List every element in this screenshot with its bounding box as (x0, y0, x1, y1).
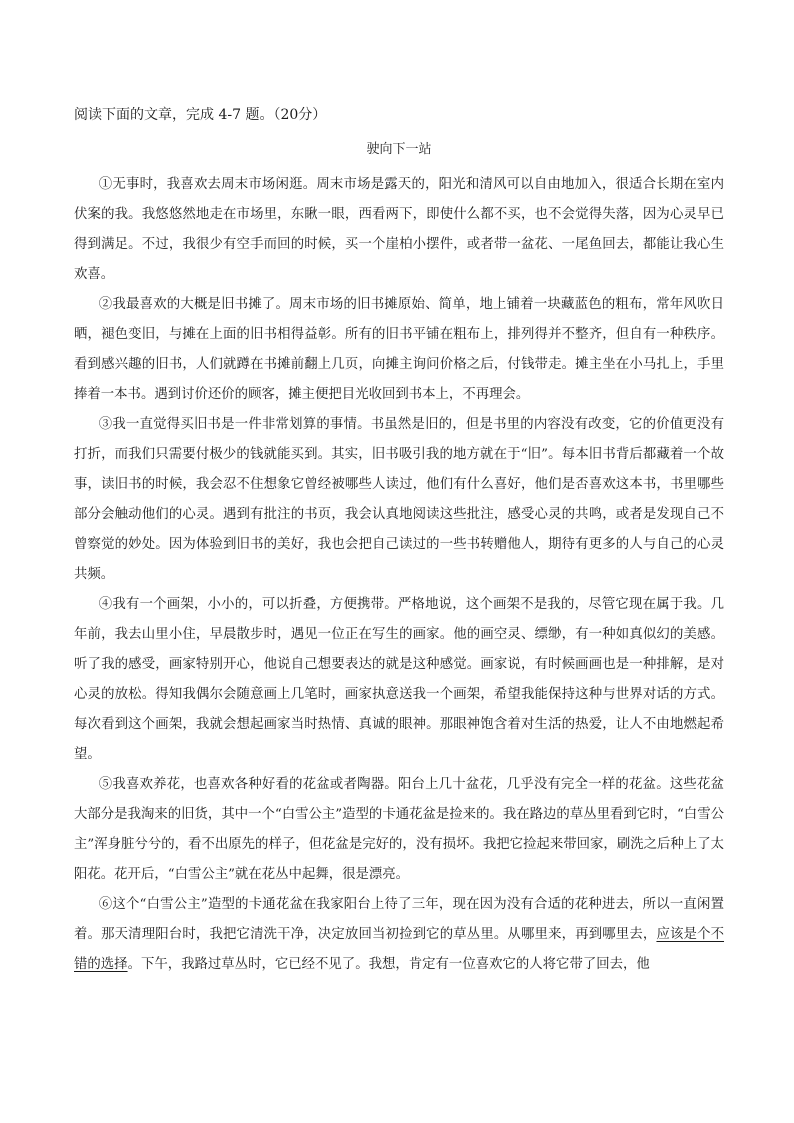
paragraph-6 (74, 890, 724, 980)
paragraph-6-text-after: 。下午，我路过草丛时，它已经不见了。我想，肯定有一位喜欢它的人将它带了回去，他 (127, 957, 650, 972)
paragraph-6-text-before: ⑥这个“白雪公主”造型的卡通花盆在我家阳台上待了三年，现在因为没有合适的花种进去，所以一直闲置着。那天清理阳台时，我把它清洗干净，决定放回当初捡到它的草丛里。从哪里来，再到哪里去， (74, 897, 724, 942)
document-page (74, 104, 724, 980)
underlined-phrase: 应该是个不错的选择 (74, 927, 725, 972)
paragraph-2: ②我最喜欢的大概是旧书摊了。周末市场的旧书摊原始、简单，地上铺着一块藏蓝色的粗布，常年风吹日晒，褪色变旧，与摊在上面的旧书相得益彰。所有的旧书平铺在粗布上，排列得并不整齐，但自有一种秩序。看到感兴趣的旧书，人们就蹲在书摊前翻上几页，向摊主询问价格之后，付钱带走。摊主坐在小马扎上，手里捧着一本书。遇到讨价还价的顾客，摊主便把目光收回到书本上，不再理会。 (74, 297, 724, 402)
paragraph-1: ①无事时，我喜欢去周末市场闲逛。周末市场是露天的，阳光和清风可以自由地加入，很适合长期在室内伏案的我。我悠悠然地走在市场里，东瞅一眼，西看两下，即使什么都不买，也不会觉得失落，因为心灵早已得到满足。不过，我很少有空手而回的时候，买一个崖柏小摆件，或者带一盆花、一尾鱼回去，都能让我心生欢喜。 (74, 177, 724, 282)
paragraph-5: ⑤我喜欢养花，也喜欢各种好看的花盆或者陶器。阳台上几十盆花，几乎没有完全一样的花盆。这些花盆大部分是我淘来的旧货，其中一个“白雪公主”造型的卡通花盆是捡来的。我在路边的草丛里看到它时，“白雪公主”浑身脏兮兮的，看不出原先的样子，但花盆是完好的，没有损坏。我把它捡起来带回家，刷洗之后种上了太阳花。花开后，“白雪公主”就在花丛中起舞，很是漂亮。 (74, 777, 724, 882)
paragraph-4: ④我有一个画架，小小的，可以折叠，方便携带。严格地说，这个画架不是我的，尽管它现在属于我。几年前，我去山里小住，早晨散步时，遇见一位正在写生的画家。他的画空灵、缥缈，有一种如真似幻的美感。听了我的感受，画家特别开心，他说自己想要表达的就是这种感觉。画家说，有时候画画也是一种排解，是对心灵的放松。得知我偶尔会随意画上几笔时，画家执意送我一个画架，希望我能保持这种与世界对话的方式。每次看到这个画架，我就会想起画家当时热情、真诚的眼神。那眼神饱含着对生活的热爱，让人不由地燃起希望。 (74, 597, 724, 762)
question-instruction: 阅读下面的文章，完成 4-7 题。（20分） (74, 107, 327, 123)
article-title: 驶向下一站 (366, 142, 432, 157)
paragraph-3: ③我一直觉得买旧书是一件非常划算的事情。书虽然是旧的，但是书里的内容没有改变，它的价值更没有打折，而我们只需要付极少的钱就能买到。其实，旧书吸引我的地方就在于“旧”。每本旧书背后都藏着一个故事，读旧书的时候，我会忍不住想象它曾经被哪些人读过，他们有什么喜好，他们是否喜欢这本书，书里哪些部分会触动他们的心灵。遇到有批注的书页，我会认真地阅读这些批注，感受心灵的共鸣，或者是发现自己不曾察觉的妙处。因为体验到旧书的美好，我也会把自己读过的一些书转赠他人，期待有更多的人与自己的心灵共频。 (74, 417, 724, 582)
